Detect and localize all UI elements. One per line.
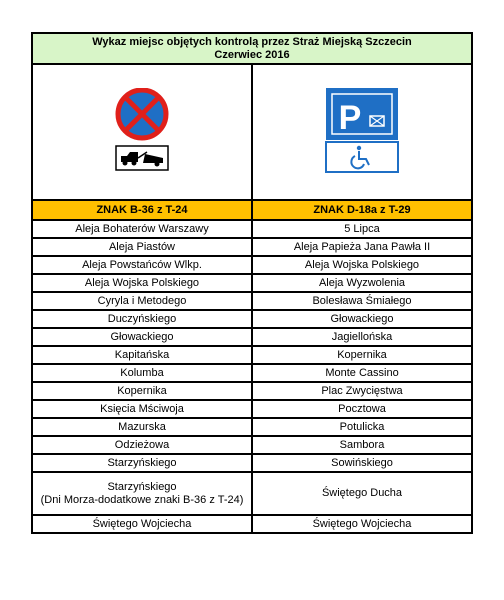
- cell-left: Aleja Piastów: [32, 238, 252, 256]
- table-row: [32, 454, 472, 472]
- cell-left: [32, 472, 252, 515]
- table-row: [32, 274, 472, 292]
- cell-right: 5 Lipca: [252, 220, 472, 238]
- cell-left: Księcia Mściwoja: [32, 400, 252, 418]
- table-row: [32, 346, 472, 364]
- cell-left: Kapitańska: [32, 346, 252, 364]
- sign-cell-d18a: [252, 64, 472, 200]
- cell-left: Kolumba: [32, 364, 252, 382]
- cell-left: Świętego Wojciecha: [32, 515, 252, 533]
- cell-left: Mazurska: [32, 418, 252, 436]
- table-row: [32, 310, 472, 328]
- table-row: [32, 436, 472, 454]
- parking-disabled-sign-icon: [324, 86, 400, 178]
- cell-right: Sowińskiego: [252, 454, 472, 472]
- cell-left: Starzyńskiego: [32, 454, 252, 472]
- table-row: [32, 418, 472, 436]
- cell-left: Aleja Bohaterów Warszawy: [32, 220, 252, 238]
- table-row: [32, 400, 472, 418]
- cell-left: Duczyńskiego: [32, 310, 252, 328]
- table-row: [32, 515, 472, 533]
- cell-left: Aleja Wojska Polskiego: [32, 274, 252, 292]
- table-row: [32, 382, 472, 400]
- table-row: [32, 256, 472, 274]
- table-row: [32, 328, 472, 346]
- column-header-b36: ZNAK B-36 z T-24: [32, 200, 252, 220]
- cell-left: Cyryla i Metodego: [32, 292, 252, 310]
- cell-right: Aleja Wojska Polskiego: [252, 256, 472, 274]
- sign-cell-b36: [32, 64, 252, 200]
- svg-text:P: P: [338, 99, 362, 137]
- cell-right: Monte Cassino: [252, 364, 472, 382]
- cell-right: Świętego Ducha: [252, 472, 472, 515]
- cell-right: Plac Zwycięstwa: [252, 382, 472, 400]
- cell-right: Aleja Papieża Jana Pawła II: [252, 238, 472, 256]
- parking-control-table: [31, 32, 473, 534]
- cell-right: Świętego Wojciecha: [252, 515, 472, 533]
- cell-left: Głowackiego: [32, 328, 252, 346]
- cell-right: Bolesława Śmiałego: [252, 292, 472, 310]
- cell-left: Aleja Powstańców Wlkp.: [32, 256, 252, 274]
- cell-left: Odzieżowa: [32, 436, 252, 454]
- cell-left: Kopernika: [32, 382, 252, 400]
- no-stopping-sign-icon: [111, 88, 173, 176]
- cell-right: Jagiellońska: [252, 328, 472, 346]
- table-row: [32, 472, 472, 515]
- cell-right: Głowackiego: [252, 310, 472, 328]
- cell-right: Pocztowa: [252, 400, 472, 418]
- table-row: [32, 364, 472, 382]
- table-row: [32, 238, 472, 256]
- cell-left-line-2: (Dni Morza-dodatkowe znaki B-36 z T-24): [40, 493, 244, 506]
- title-line-1: Wykaz miejsc objętych kontrolą przez Straż Miejską Szczecin: [92, 35, 412, 48]
- cell-left-line-1: Starzyńskiego: [107, 480, 177, 493]
- cell-right: Potulicka: [252, 418, 472, 436]
- cell-right: Kopernika: [252, 346, 472, 364]
- cell-right: Sambora: [252, 436, 472, 454]
- table-row: [32, 220, 472, 238]
- table-row: [32, 292, 472, 310]
- cell-right: Aleja Wyzwolenia: [252, 274, 472, 292]
- table-title: [32, 33, 472, 64]
- title-line-2: Czerwiec 2016: [214, 48, 290, 61]
- column-header-d18a: ZNAK D-18a z T-29: [252, 200, 472, 220]
